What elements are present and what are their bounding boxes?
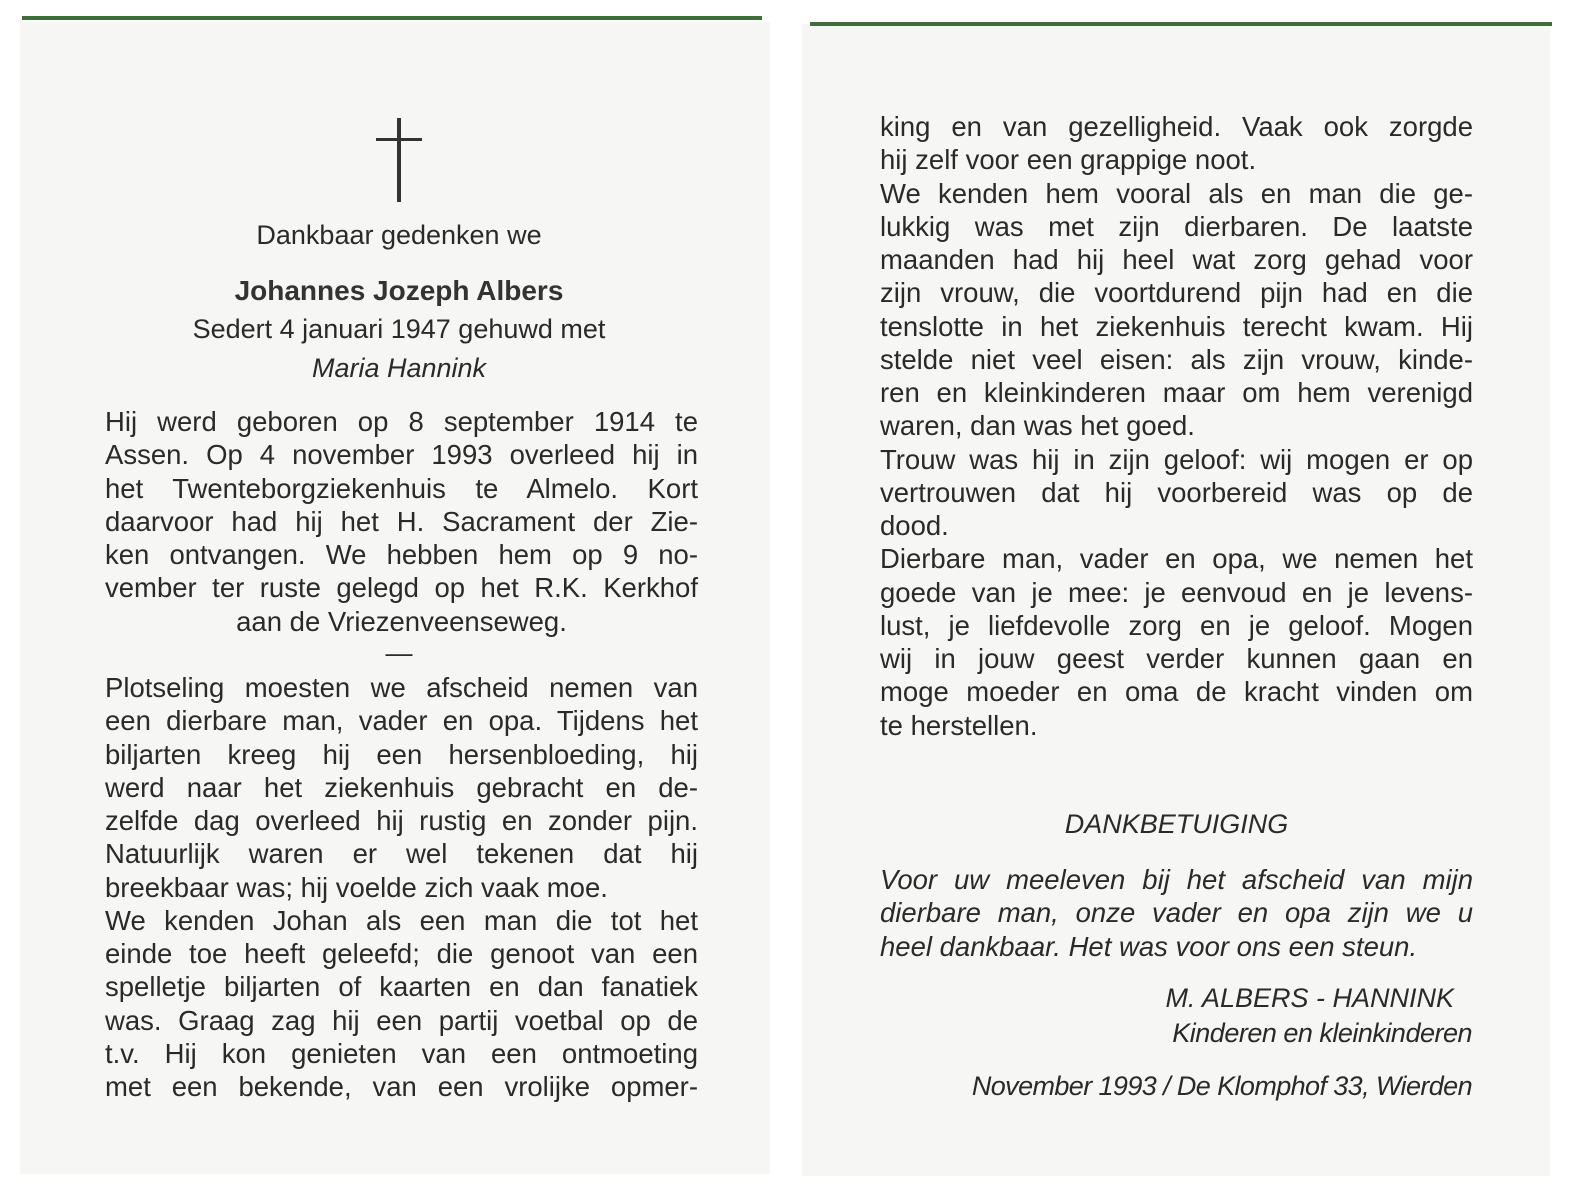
marriage-text: Sedert 4 januari 1947 gehuwd met [192, 314, 606, 344]
text-line: moge moeder en oma de kracht vinden om [880, 676, 1473, 708]
separator-dash: — [385, 638, 413, 668]
memorial-text-left [105, 671, 698, 1103]
text-line: We kenden hem vooral als en man die ge- [880, 177, 1473, 209]
green-top-border-right [810, 22, 1552, 26]
spouse-name: Maria Hannink [311, 353, 487, 383]
deceased-name: Johannes Jozeph Albers [234, 275, 564, 306]
text-line: zelfde dag overleed hij rustig en zonder pijn. [105, 805, 698, 836]
cross-icon [376, 118, 422, 202]
text-line: Hij werd geboren op 8 september 1914 te [105, 406, 698, 437]
text-line: waren, dan was het goed. [880, 410, 1195, 442]
text-line: daarvoor had hij het H. Sacrament der Zie- [105, 505, 698, 537]
signature: M. ALBERS - HANNINK [1165, 983, 1454, 1013]
text-line: vember ter ruste gelegd op het R.K. Kerkhof [105, 572, 698, 604]
text-line: Dierbare man, vader en opa, we nemen het [880, 543, 1473, 575]
memorial-text-right [880, 110, 1473, 742]
text-line: einde toe heeft geleefd; die genoot van een [105, 938, 698, 969]
intro-text: Dankbaar gedenken we [256, 220, 542, 250]
text-line: lukkig was met zijn dierbaren. De laatste [880, 210, 1473, 242]
text-line: t.v. Hij kon genieten van een ontmoeting [105, 1037, 698, 1069]
thanks-title: DANKBETUIGING [1064, 809, 1289, 839]
biography-paragraph [105, 405, 698, 638]
text-line: ren en kleinkinderen maar om hem verenigd [880, 377, 1473, 408]
text-line: stelde niet veel eisen: als zijn vrouw, kinde- [880, 343, 1473, 375]
text-line: maanden had hij heel wat zorg gehad voor [880, 244, 1473, 275]
text-line: lust, je liefdevolle zorg en je geloof. Mogen [880, 609, 1473, 641]
text-line: Trouw was hij in zijn geloof: wij mogen er op [880, 443, 1473, 475]
text-line: breekbaar was; hij voelde zich vaak moe. [105, 871, 608, 903]
text-line: goede van je mee: je eenvoud en je levens- [880, 576, 1473, 608]
text-line: spelletje biljarten of kaarten en dan fanatiek [105, 971, 698, 1003]
text-line: dood. [880, 510, 949, 541]
text-line: wij in jouw geest verder kunnen gaan en [880, 643, 1473, 674]
text-line: zijn vrouw, die voortdurend pijn had en die [880, 277, 1473, 309]
text-line: aan de Vriezenveenseweg. [236, 605, 567, 637]
date-address: November 1993 / De Klomphof 33, Wierden [971, 1071, 1472, 1101]
thanks-line: Voor uw meeleven bij het afscheid van mijn [880, 864, 1473, 895]
text-line: ken ontvangen. We hebben hem op 9 no- [105, 539, 698, 570]
text-line: vertrouwen dat hij voorbereid was op de [880, 476, 1473, 508]
text-line: een dierbare man, vader en opa. Tijdens het [105, 705, 698, 737]
text-line: met een bekende, van een vrolijke opmer- [105, 1071, 698, 1102]
thanks-text [880, 863, 1473, 963]
text-line: het Twenteborgziekenhuis te Almelo. Kort [105, 472, 698, 504]
thanks-line: heel dankbaar. Het was voor ons een steun. [880, 930, 1418, 962]
text-line: king en van gezelligheid. Vaak ook zorgde [880, 111, 1473, 142]
text-line: hij zelf voor een grappige noot. [880, 144, 1257, 176]
text-line: tenslotte in het ziekenhuis terecht kwam. Hij [880, 310, 1473, 342]
family-signature: Kinderen en kleinkinderen [1172, 1018, 1472, 1048]
text-line: Assen. Op 4 november 1993 overleed hij in [105, 439, 698, 471]
text-line: biljarten kreeg hij een hersenbloeding, hij [105, 738, 698, 770]
text-line: We kenden Johan als een man die tot het [105, 904, 698, 936]
text-line: Plotseling moesten we afscheid nemen van [105, 672, 698, 703]
thanks-line: dierbare man, onze vader en opa zijn we u [880, 897, 1473, 929]
green-top-border-left [22, 16, 762, 20]
text-line: Natuurlijk waren er wel tekenen dat hij [105, 838, 698, 870]
text-line: werd naar het ziekenhuis gebracht en de- [105, 771, 698, 803]
text-line: was. Graag zag hij een partij voetbal op de [105, 1004, 698, 1036]
text-line: te herstellen. [880, 709, 1038, 741]
